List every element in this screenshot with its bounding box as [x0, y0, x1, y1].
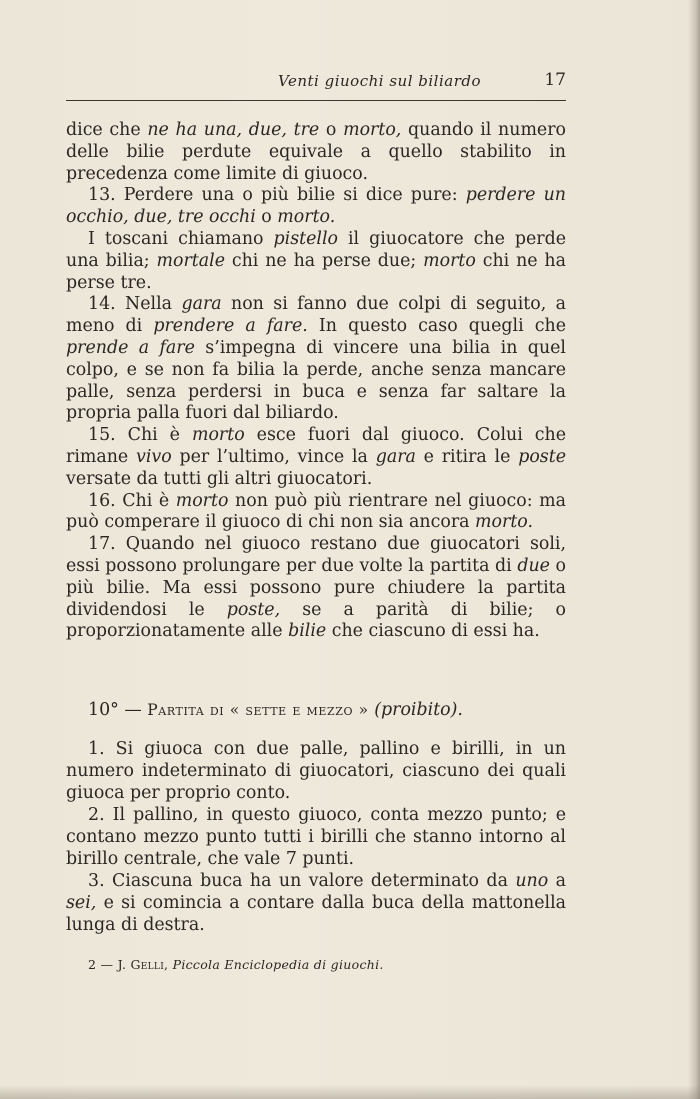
paragraph-toscani: I toscani chiamano pistello il giuocatore che perde una bilia; mortale chi ne ha perse due; morto chi ne ha perse tre.: [66, 228, 567, 293]
page-number: 17: [544, 70, 566, 90]
paragraph-14: 14. Nella gara non si fanno due colpi di seguito, a meno di prendere a fare. In questo caso quegli che prende a fare s’impegna di vincere una bilia in quel colpo, e se non fa bilia la perde, anche senza mancare palle, senza perdersi in buca e senza far saltare la propria palla fuori dal biliardo.: [66, 294, 566, 424]
section-title: Partita di « sette e mezzo »: [147, 701, 369, 719]
section-note: (proibito).: [374, 700, 463, 720]
signature-author: J. Gelli,: [117, 957, 169, 972]
running-title: Venti giuochi sul biliardo: [278, 72, 481, 90]
rule-3: 3. Ciascuna buca ha un valore determinato da uno a sei, e si comincia a contare dalla buca della mattonella lunga di destra.: [66, 871, 566, 935]
page-header: [66, 72, 566, 101]
paragraph-16: 16. Chi è morto non può più rientrare nel giuoco: ma può comperare il giuoco di chi non sia ancora morto.: [66, 490, 566, 533]
rule-2: 2. Il pallino, in questo giuoco, conta mezzo punto; e contano mezzo punto tutti i birilli che stanno intorno al birillo centrale, che vale 7 punti.: [66, 805, 566, 869]
paragraph-17: 17. Quando nel giuoco restano due giuocatori soli, essi possono prolungare per due volte la partita di due o più bilie. Ma essi possono pure chiudere la partita dividendosi le poste, se a parità di bilie; o proporzionatamente alle bilie che ciascuno di essi ha.: [66, 534, 567, 642]
paragraph-13: 13. Perdere una o più bilie si dice pure: perdere un occhio, due, tre occhi o morto.: [66, 185, 566, 228]
signature-mark: 2 —: [88, 957, 118, 972]
section-9-continuation: [66, 120, 566, 643]
page-edge-shadow: [688, 0, 700, 1099]
section-10-body: [66, 738, 566, 936]
paragraph-15: 15. Chi è morto esce fuori dal giuoco. Colui che rimane vivo per l’ultimo, vince la gara e ritira le poste versate da tutti gli altri giuocatori.: [66, 425, 567, 489]
section-10-heading: [66, 700, 566, 720]
paragraph-dice-che: dice che ne ha una, due, tre o morto, quando il numero delle bilie perdute equivale a quello stabilito in precedenza come limite di giuoco.: [66, 120, 567, 184]
rule-1: 1. Si giuoca con due palle, pallino e birilli, in un numero indeterminato di giuocatori, ciascuno dei quali giuoca per proprio conto.: [66, 739, 566, 803]
printer-signature: [88, 957, 508, 972]
signature-book-title: Piccola Enciclopedia di giuochi.: [172, 957, 384, 972]
section-number: 10° —: [88, 700, 148, 720]
page-bottom-shadow: [0, 1085, 700, 1099]
